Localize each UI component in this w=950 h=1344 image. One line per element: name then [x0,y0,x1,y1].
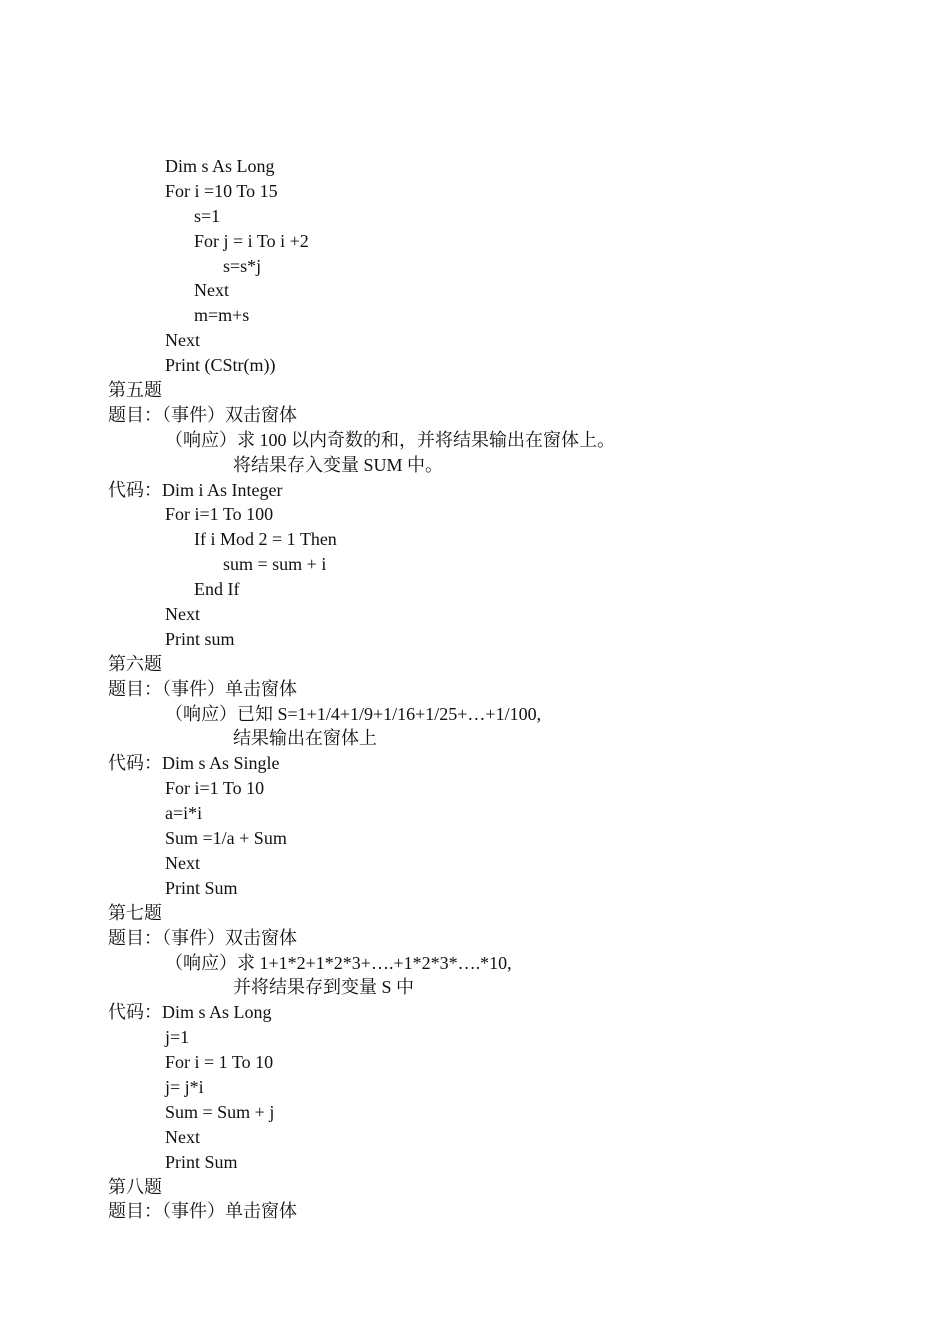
text-line: sum = sum + i [223,554,327,575]
text-line: 第五题 [108,380,162,401]
text-line: Sum =1/a + Sum [165,828,287,849]
text-line: 第六题 [108,653,162,674]
text-line: （响应）已知 S=1+1/4+1/9+1/16+1/25+…+1/100, [165,703,542,724]
text-line: 题目：（事件）单击窗体 [108,678,297,699]
text-line: 第八题 [108,1176,162,1197]
text-line: Next [165,852,200,873]
text-line: Print Sum [165,1151,238,1172]
text-line: 代码：Dim s As Single [108,753,280,774]
document-page [0,154,950,1224]
text-line: j= j*i [165,1076,204,1097]
text-line: Next [165,604,200,625]
text-line: 题目：（事件）双击窗体 [108,927,297,948]
text-line: End If [194,579,240,600]
text-line: Next [194,280,229,301]
text-line: 代码：Dim i As Integer [108,479,283,500]
text-line: 第七题 [108,902,162,923]
text-line: Print Sum [165,877,238,898]
text-line: 题目：（事件）单击窗体 [108,1201,297,1222]
text-line: 结果输出在窗体上 [233,728,377,749]
text-line: For i =10 To 15 [165,180,278,201]
text-line: j=1 [165,1027,190,1048]
text-line: 代码：Dim s As Long [108,1002,272,1023]
text-line: （响应）求 1+1*2+1*2*3+….+1*2*3*….*10, [165,952,512,973]
text-line: Dim s As Long [165,156,275,176]
text-line: For i = 1 To 10 [165,1052,274,1073]
text-line: s=s*j [223,255,262,276]
text-line: 题目：（事件）双击窗体 [108,404,297,425]
text-line: For i=1 To 10 [165,778,265,799]
text-line: Next [165,330,200,351]
text-line: 并将结果存到变量 S 中 [233,977,415,998]
text-line: Print (CStr(m)) [165,355,276,376]
text-line: Sum = Sum + j [165,1101,275,1122]
text-line: m=m+s [194,305,250,326]
text-line: 将结果存入变量 SUM 中。 [233,454,444,475]
text-line: Next [165,1126,200,1147]
text-line: s=1 [194,205,221,226]
text-line: If i Mod 2 = 1 Then [194,529,337,550]
text-line: For i=1 To 100 [165,504,274,525]
text-line: Print sum [165,628,235,649]
text-line: （响应）求 100 以内奇数的和，并将结果输出在窗体上。 [165,429,615,450]
text-line: For j = i To i +2 [194,230,309,251]
text-line: a=i*i [165,803,203,824]
